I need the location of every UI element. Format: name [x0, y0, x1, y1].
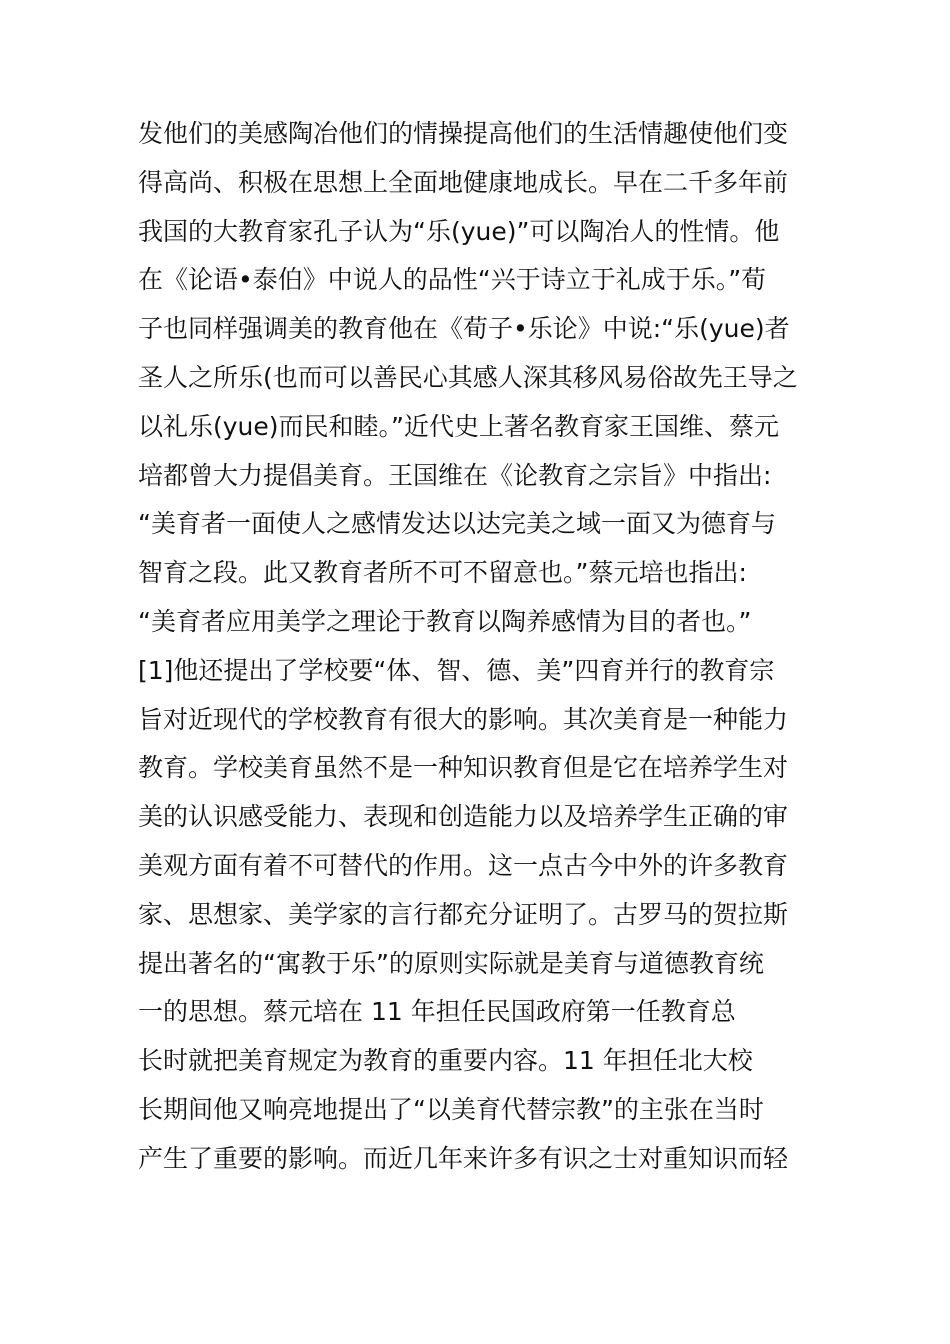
text-line: 我国的大教育家孔子认为“乐(yue)”可以陶冶人的性情。他	[138, 216, 780, 246]
text-line: 长期间他又响亮地提出了“以美育代替宗教”的主张在当时	[138, 1094, 764, 1124]
text-line: 得高尚、积极在思想上全面地健康地成长。早在二千多年前	[138, 167, 789, 197]
text-line: 家、思想家、美学家的言行都充分证明了。古罗马的贺拉斯	[138, 899, 789, 929]
text-line: 旨对近现代的学校教育有很大的影响。其次美育是一种能力	[138, 704, 789, 734]
text-line: “美育者应用美学之理论于教育以陶养感情为目的者也。”	[138, 606, 752, 636]
text-line: 美观方面有着不可替代的作用。这一点古今中外的许多教育	[138, 850, 789, 880]
text-line: 智育之段。此又教育者所不可不留意也。”蔡元培也指出:	[138, 558, 747, 588]
text-line: 发他们的美感陶冶他们的情操提高他们的生活情趣使他们变	[138, 119, 789, 148]
text-line: 在《论语•泰伯》中说人的品性“兴于诗立于礼成于乐。”荀	[138, 265, 767, 295]
text-line: 长时就把美育规定为教育的重要内容。11 年担任北大校	[138, 1046, 753, 1076]
text-line: [1]他还提出了学校要“体、智、德、美”四育并行的教育宗	[138, 655, 775, 685]
text-line: “美育者一面使人之感情发达以达完美之域一面又为德育与	[138, 509, 776, 539]
text-line: 以礼乐(yue)而民和睦。”近代史上著名教育家王国维、蔡元	[138, 411, 779, 441]
text-line: 美的认识感受能力、表现和创造能力以及培养学生正确的审	[138, 802, 789, 832]
text-line: 培都曾大力提倡美育。王国维在《论教育之宗旨》中指出:	[138, 460, 772, 490]
body-text	[138, 110, 838, 1184]
text-line: 一的思想。蔡元培在 11 年担任民国政府第一任教育总	[138, 997, 736, 1027]
text-line: 圣人之所乐(也而可以善民心其感人深其移风易俗故先王导之	[138, 362, 798, 392]
text-line: 教育。学校美育虽然不是一种知识教育但是它在培养学生对	[138, 753, 789, 783]
text-line: 子也同样强调美的教育他在《荀子•乐论》中说:“乐(yue)者	[138, 314, 790, 344]
text-line: 产生了重要的影响。而近几年来许多有识之士对重知识而轻	[138, 1143, 789, 1173]
text-line: 提出著名的“寓教于乐”的原则实际就是美育与道德教育统	[138, 948, 764, 978]
